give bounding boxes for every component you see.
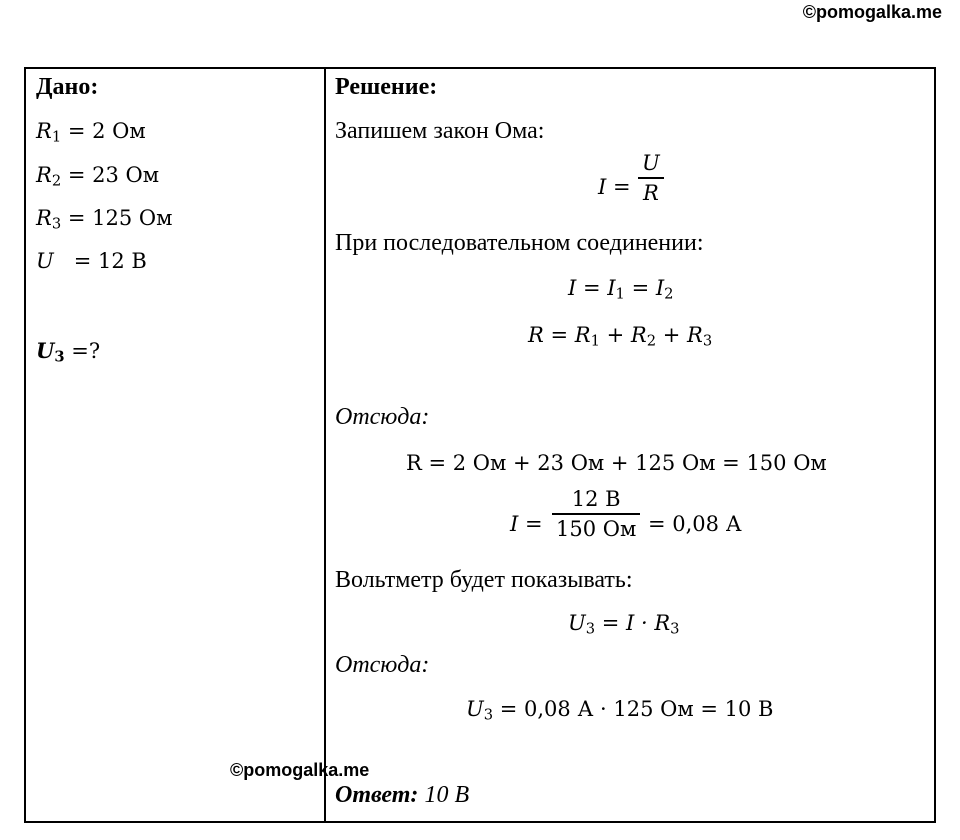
ohm-formula-fraction: U R (638, 151, 664, 205)
given-r3: $R_3 = 125$ Ом (36, 206, 173, 233)
calc-u3: $U_3 = 0,08$ А · 125 Ом = 10 В (466, 697, 774, 724)
given-r1: $R_1 = 2$ Ом (36, 119, 146, 146)
hence-label-2: Отсюда: (335, 652, 430, 678)
ohm-formula-lhs: I = (598, 175, 631, 199)
column-divider (324, 69, 326, 821)
series-resistance-formula: $R = R_1 + R_2 + R_3$ (528, 323, 713, 350)
given-find: $U_3$ =? (36, 338, 101, 366)
hence-label-1: Отсюда: (335, 404, 430, 430)
series-current-formula: $I = I_1 = I_2$ (568, 276, 674, 303)
given-u: U = 12 В (36, 249, 147, 273)
answer-label: Ответ: (335, 782, 419, 808)
solution-title: Решение: (335, 74, 438, 100)
u3-formula: $U_3 = I \cdot R_3$ (568, 611, 680, 638)
given-r2: $R_2 = 23$ Ом (36, 163, 160, 190)
series-text: При последовательном соединении: (335, 230, 704, 256)
calc-current-fraction: 12 В 150 Ом (552, 487, 640, 541)
solution-table (24, 67, 936, 823)
watermark-top: ©pomogalka.me (802, 2, 942, 22)
watermark-bottom: ©pomogalka.me (230, 760, 370, 780)
given-title: Дано: (36, 74, 99, 100)
calc-current-rhs: = 0,08 А (648, 512, 742, 536)
ohm-law-text: Запишем закон Ома: (335, 118, 545, 144)
answer (335, 781, 469, 809)
answer-value: 10 В (418, 782, 470, 808)
calc-current-lhs: I = (510, 512, 543, 536)
voltmeter-text: Вольтметр будет показывать: (335, 567, 633, 593)
calc-resistance: R = 2 Ом + 23 Ом + 125 Ом = 150 Ом (406, 451, 827, 475)
